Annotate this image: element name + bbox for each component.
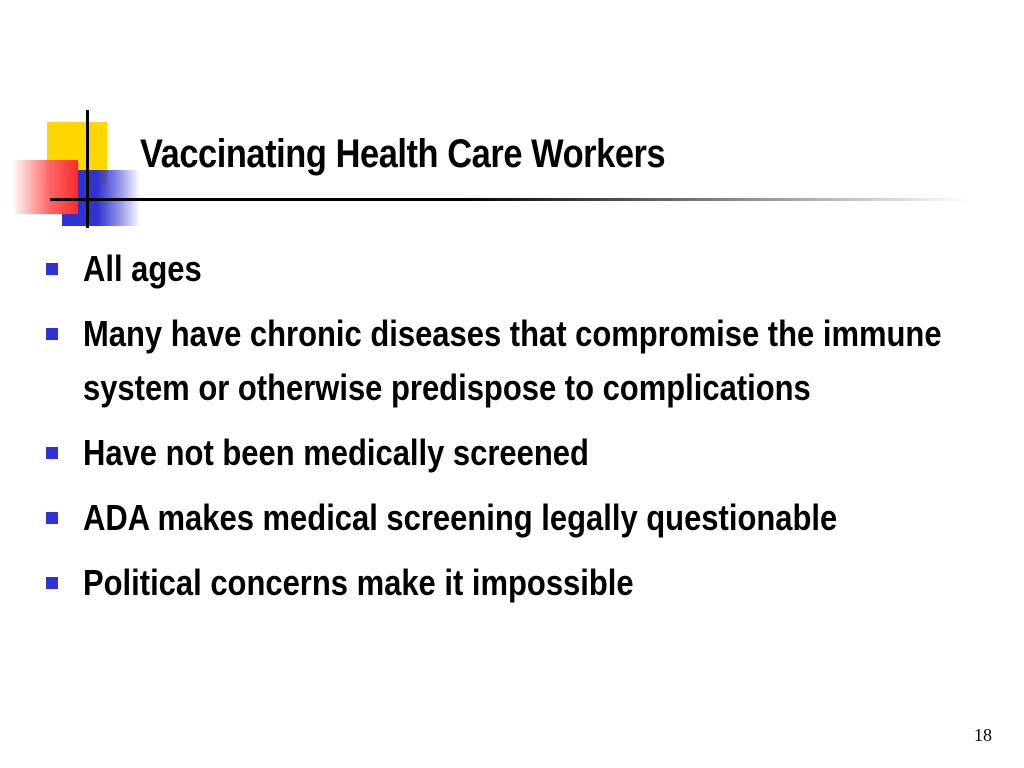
- title-decoration: [0, 0, 160, 240]
- red-square-decoration: [12, 160, 78, 214]
- square-bullet-icon: [46, 512, 58, 524]
- bullet-text: Many have chronic diseases that compromise the immune system or otherwise predispose to complications: [83, 313, 942, 408]
- page-number: 18: [974, 725, 992, 745]
- vertical-rule: [86, 110, 89, 228]
- slide-title: Vaccinating Health Care Workers: [140, 132, 666, 176]
- square-bullet-icon: [46, 263, 58, 275]
- square-bullet-icon: [46, 328, 58, 340]
- bullet-text: Political concerns make it impossible: [83, 562, 634, 603]
- bullet-text: Have not been medically screened: [83, 432, 589, 473]
- square-bullet-icon: [46, 577, 58, 589]
- bullet-item: [46, 556, 986, 610]
- bullet-text: ADA makes medical screening legally questionable: [83, 497, 838, 538]
- bullet-text: All ages: [83, 248, 202, 289]
- bullet-item: [46, 307, 986, 415]
- bullet-item: [46, 426, 986, 480]
- bullet-list: [46, 242, 986, 621]
- bullet-item: [46, 242, 986, 296]
- bullet-item: [46, 491, 986, 545]
- square-bullet-icon: [46, 447, 58, 459]
- title-underline-rule: [50, 198, 970, 201]
